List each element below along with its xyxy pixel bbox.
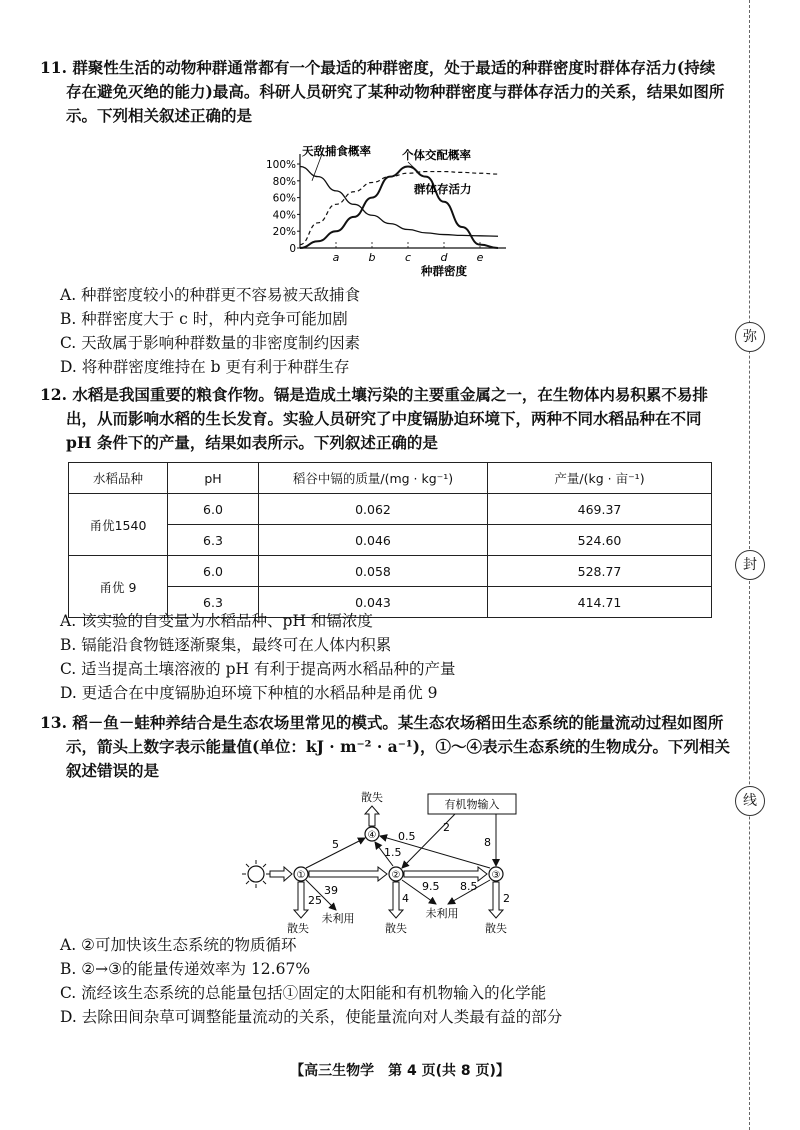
table-cell: 528.77 xyxy=(488,556,712,587)
option-11-a[interactable]: A. 种群密度较小的种群更不容易被天敌捕食 xyxy=(60,286,361,304)
option-12-d[interactable]: D. 更适合在中度镉胁迫环境下种植的水稻品种是甬优 9 xyxy=(60,684,438,702)
table-cell: 6.0 xyxy=(168,494,259,525)
value-2-unused: 9.5 xyxy=(422,880,440,893)
node-3 xyxy=(489,867,503,881)
seal-mi: 弥 xyxy=(735,322,765,352)
table-cell: 524.60 xyxy=(488,525,712,556)
question-13-stem: 13. 稻－鱼－蛙种养结合是生态农场里常见的模式。某生态农场稻田生态系统的能量流动过程如图所示，箭头上数字表示能量值(单位：kJ · m⁻² · a⁻¹)，①～④表示生态系统的生物成分。下列相关叙述错误的是 xyxy=(40,713,731,780)
page-footer: 【高三生物学 第 4 页(共 8 页)】 xyxy=(290,1063,510,1079)
y-tick-label: 0 xyxy=(289,243,296,255)
x-tick-label: a xyxy=(332,251,340,264)
value-input-to-2: 2 xyxy=(443,821,450,834)
table-header: 稻谷中镉的质量/(mg · kg⁻¹) xyxy=(259,463,488,494)
arrow-1-loss xyxy=(294,882,308,918)
value-1-unused: 39 xyxy=(324,884,338,897)
arrow-2-loss xyxy=(389,882,403,918)
table-cell: 0.058 xyxy=(259,556,488,587)
option-11-b[interactable]: B. 种群密度大于 c 时，种内竞争可能加剧 xyxy=(60,310,348,328)
y-tick-label: 20% xyxy=(272,226,296,239)
node-2 xyxy=(389,867,403,881)
series-label-mating: 个体交配概率 xyxy=(402,148,471,162)
option-13-c[interactable]: C. 流经该生态系统的总能量包括①固定的太阳能和有机物输入的化学能 xyxy=(60,984,547,1002)
loss-label-4: 散失 xyxy=(361,791,383,804)
question-13 xyxy=(40,711,730,783)
value-1-to-4: 5 xyxy=(332,838,339,851)
option-11-d[interactable]: D. 将种群密度维持在 b 更有利于种群生存 xyxy=(60,358,350,376)
y-tick-label: 60% xyxy=(272,192,296,205)
x-tick-label: b xyxy=(368,251,376,264)
series-predation-line xyxy=(300,167,498,237)
table-cell: 469.37 xyxy=(488,494,712,525)
value-3-to-4: 0.5 xyxy=(398,830,416,843)
table-cell: 414.71 xyxy=(488,587,712,618)
arrow-3-loss xyxy=(489,882,503,918)
option-12-a[interactable]: A. 该实验的自变量为水稻品种、pH 和镉浓度 xyxy=(60,612,373,630)
series-label-predation: 天敌捕食概率 xyxy=(302,144,371,158)
seal-feng: 封 xyxy=(735,550,765,580)
node-1 xyxy=(294,867,308,881)
table-cell: 0.046 xyxy=(259,525,488,556)
option-13-a[interactable]: A. ②可加快该生态系统的物质循环 xyxy=(60,936,297,954)
x-tick-label: e xyxy=(476,251,484,264)
organic-input-label: 有机物输入 xyxy=(444,798,500,811)
value-input-to-3: 8 xyxy=(484,836,491,849)
node-4 xyxy=(365,827,379,841)
node-2-label: ② xyxy=(391,870,401,881)
option-11-c[interactable]: C. 天敌属于影响种群数量的非密度制约因素 xyxy=(60,334,361,352)
sun-icon xyxy=(242,860,270,888)
arrow-sun-to-producer xyxy=(270,867,292,881)
question-11-stem: 11. 群聚性生活的动物种群通常都有一个最适的种群密度，处于最适的种群密度时群体存活力(持续存在避免灭绝的能力)最高。科研人员研究了某种动物种群密度与群体存活力的关系，结果如图所示。下列相关叙述正确的是 xyxy=(40,58,725,125)
table-cell: 0.062 xyxy=(259,494,488,525)
unused-label-1: 未利用 xyxy=(321,912,355,925)
table-row xyxy=(69,556,712,587)
series-label-viability: 群体存活力 xyxy=(414,182,472,196)
table-row xyxy=(69,494,712,525)
option-12-c[interactable]: C. 适当提高土壤溶液的 pH 有利于提高两水稻品种的产量 xyxy=(60,660,456,678)
y-tick-label: 100% xyxy=(265,159,296,171)
table-cell: 6.0 xyxy=(168,556,259,587)
energy-flow-diagram xyxy=(240,786,540,936)
node-3-label: ③ xyxy=(491,870,501,881)
question-11-options xyxy=(60,283,360,379)
table-header: 产量/(kg · 亩⁻¹) xyxy=(488,463,712,494)
loss-label-2: 散失 xyxy=(385,922,407,935)
table-cell: 6.3 xyxy=(168,525,259,556)
arrow-4-loss xyxy=(365,806,379,826)
question-12-options xyxy=(60,609,455,705)
question-13-options xyxy=(60,933,562,1029)
option-13-d[interactable]: D. 去除田间杂草可调整能量流动的关系，使能量流向对人类最有益的部分 xyxy=(60,1008,563,1026)
arrow-1-to-2 xyxy=(309,867,387,881)
loss-label-1: 散失 xyxy=(287,922,309,935)
x-tick-label: d xyxy=(440,251,448,264)
y-tick-label: 80% xyxy=(272,175,296,188)
table-cell: 6.3 xyxy=(168,587,259,618)
seal-xian: 线 xyxy=(735,786,765,816)
rice-cadmium-table xyxy=(68,462,712,618)
option-13-b[interactable]: B. ②→③的能量传递效率为 12.67% xyxy=(60,960,311,978)
unused-label-2: 未利用 xyxy=(425,907,459,920)
value-1-loss: 25 xyxy=(308,894,322,907)
chart-series xyxy=(300,154,498,248)
table-cell-variety: 甬优 9 xyxy=(69,556,168,618)
option-12-b[interactable]: B. 镉能沿食物链逐渐聚集，最终可在人体内积累 xyxy=(60,636,392,654)
x-tick-label: c xyxy=(404,251,412,264)
node-4-label: ④ xyxy=(367,830,377,841)
loss-label-3: 散失 xyxy=(485,922,507,935)
node-1-label: ① xyxy=(296,870,306,881)
arrow-2-to-3 xyxy=(404,867,487,881)
value-2-to-4: 1.5 xyxy=(384,846,402,859)
value-2-loss: 4 xyxy=(402,892,409,905)
table-header: pH xyxy=(168,463,259,494)
density-chart xyxy=(265,142,528,282)
table-header-row xyxy=(69,463,712,494)
value-3-unused: 8.5 xyxy=(460,880,478,893)
question-12-stem: 12. 水稻是我国重要的粮食作物。镉是造成土壤污染的主要重金属之一，在生物体内易积累不易排出，从而影响水稻的生长发育。实验人员研究了中度镉胁迫环境下，两种不同水稻品种在不同 pH 条件下的产量，结果如表所示。下列叙述正确的是 xyxy=(40,385,708,452)
question-12 xyxy=(40,383,730,455)
question-11 xyxy=(40,56,730,128)
table-cell-variety: 甬优1540 xyxy=(69,494,168,556)
y-tick-label: 40% xyxy=(272,209,296,222)
value-3-loss: 2 xyxy=(503,892,510,905)
x-axis-label: 种群密度 xyxy=(421,264,467,278)
table-cell: 0.043 xyxy=(259,587,488,618)
table-header: 水稻品种 xyxy=(69,463,168,494)
